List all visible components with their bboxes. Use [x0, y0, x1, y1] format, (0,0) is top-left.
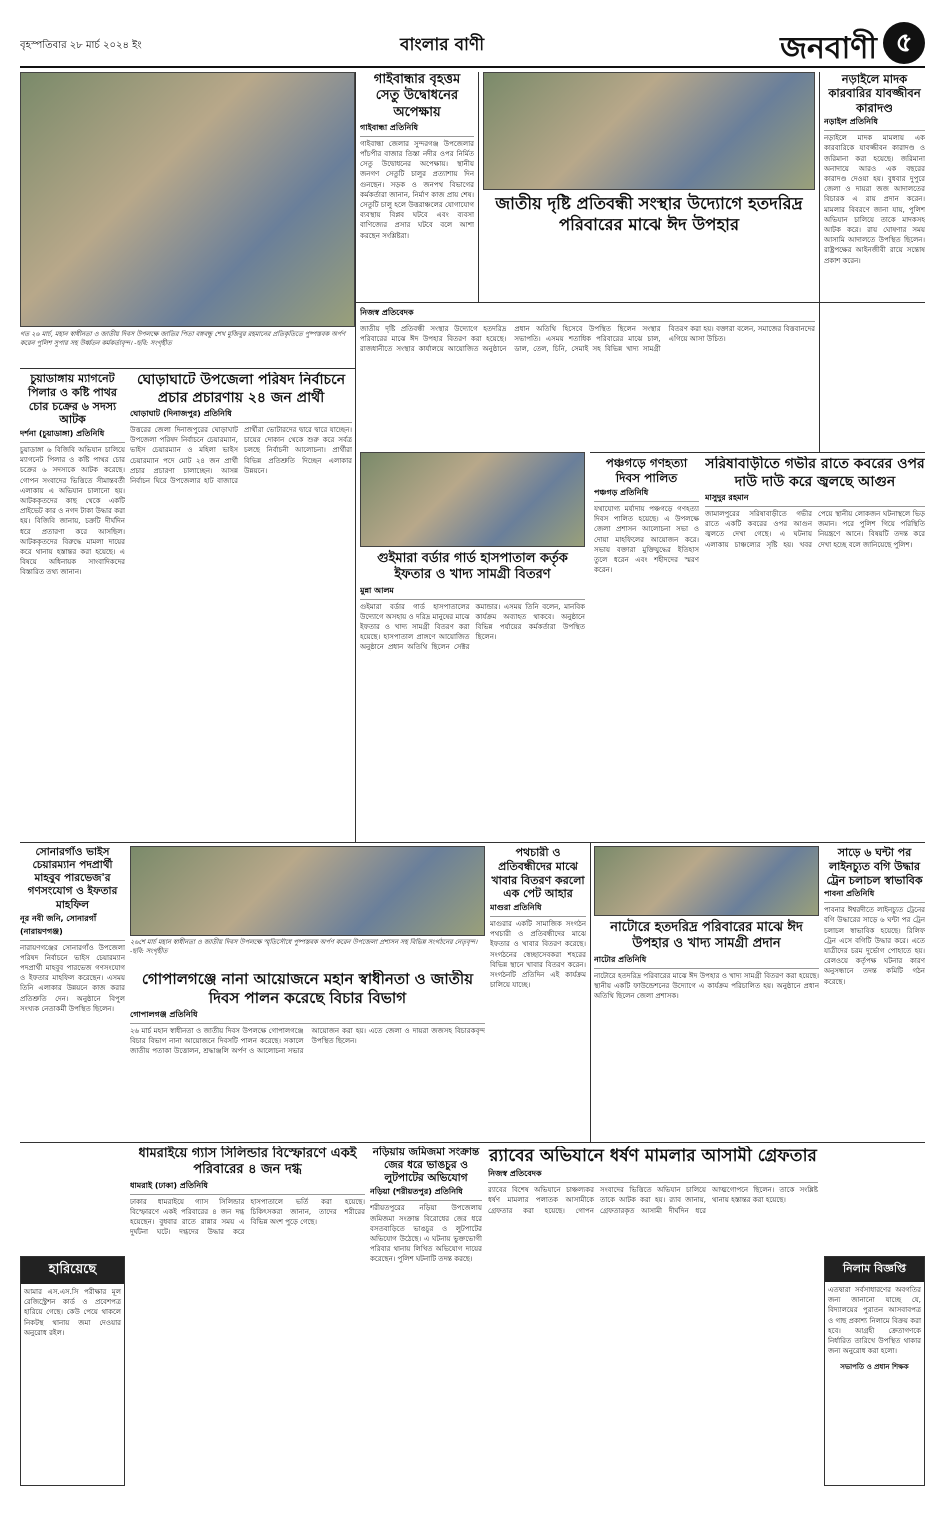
a17-headline: নড়িয়ায় জমিজমা সংক্রান্ত জের ধরে ভাঙচুর ও লুটপাটের অভিযোগ — [372, 1146, 480, 1185]
a19-headline: হারিয়েছে — [21, 1257, 124, 1284]
a20-headline: নিলাম বিজ্ঞপ্তি — [825, 1257, 924, 1282]
header-section: বাংলার বাণী — [400, 35, 485, 55]
header-date: বৃহস্পতিবার ২৮ মার্চ ২০২৪ ইং — [20, 40, 142, 51]
article-a12 — [594, 846, 819, 1140]
a3-photo — [483, 72, 815, 190]
brand-logo: জনবাণী — [780, 31, 877, 66]
a12-body: নাটোরে হতদরিদ্র পরিবারের মাঝে ঈদ উপহার ও খাদ্য সামগ্রী বিতরণ করা হয়েছে। স্থানীয় একটি ফাউন্ডেশনের উদ্যোগে এ কার্যক্রম পরিচালিত হয়। অনুষ্ঠানে প্রধান অতিথি ছিলেন জেলা প্রশাসক। — [594, 971, 819, 1000]
article-a13 — [130, 846, 485, 966]
a8-body: যথাযোগ্য মর্যাদায় পঞ্চগড়ে গণহত্যা দিবস পালিত হয়েছে। এ উপলক্ষে জেলা প্রশাসন আলোচনা সভা ও দোয়া মাহফিলের আয়োজন করে। সভায় বক্তারা মুক্তিযুদ্ধের ইতিহাস তুলে ধরেন এবং শহীদদের স্মরণ করেন। — [594, 505, 699, 575]
a3-body: জাতীয় দৃষ্টি প্রতিবন্ধী সংস্থার উদ্যোগে হতদরিদ্র পরিবারের মাঝে ঈদ উপহার বিতরণ করা হয়েছে। রাজধানীতে সংস্থার কার্যালয়ে আয়োজিত অনুষ্ঠানে প্রধান অতিথি হিসেবে উপস্থিত ছিলেন সংস্থার সভাপতি। এসময় শতাধিক পরিবারের মাঝে চাল, ডাল, তেল, চিনি, সেমাই সহ বিভিন্ন খাদ্য সামগ্রী বিতরণ করা হয়। বক্তারা বলেন, সমাজের বিত্তবানদের এগিয়ে আসা উচিত। — [360, 325, 815, 354]
article-a17 — [370, 1146, 482, 1506]
a13-caption: ২৬শে মার্চ মহান স্বাধীনতা ও জাতীয় দিবস উপলক্ষে স্মৃতিসৌধে পুষ্পস্তবক অর্পণ করেন উপজেলা প্রশাসন সহ বিভিন্ন সংগঠনের নেতৃবৃন্দ। -ছবি: সংগৃহীত — [130, 938, 478, 955]
a15-headline: গোপালগঞ্জে নানা আয়োজনে মহান স্বাধীনতা ও জাতীয় দিবস পালন করেছে বিচার বিভাগ — [141, 970, 474, 1007]
a5-byline: দর্শনা (চুয়াডাঙ্গা) প্রতিনিধি — [20, 427, 125, 443]
article-a1 — [20, 72, 355, 366]
a2-byline: গাইবান্ধা প্রতিনিধি — [360, 121, 474, 137]
a11-byline: মাগুরা প্রতিনিধি — [490, 901, 586, 917]
a10-body: পাবনার ঈশ্বরদীতে লাইনচ্যুত ট্রেনের বগি উদ্ধারের সাড়ে ৬ ঘন্টা পর ট্রেন চলাচল স্বাভাবিক হয়েছে। রিলিফ ট্রেন এসে বগিটি উদ্ধার করে। এতে যাত্রীদের চরম দুর্ভোগ পোহাতে হয়। রেলওয়ে কর্তৃপক্ষ ঘটনার কারণ অনুসন্ধানে তদন্ত কমিটি গঠন করেছে। — [824, 906, 925, 986]
a12-photo — [594, 846, 819, 916]
a15-body: ২৬ মার্চ মহান স্বাধীনতা ও জাতীয় দিবস উপলক্ষে গোপালগঞ্জে বিচার বিভাগ নানা আয়োজনে দিবসটি পালন করেছে। সকালে জাতীয় পতাকা উত্তোলন, শ্রদ্ধাঞ্জলি অর্পণ ও আলোচনা সভার আয়োজন করা হয়। এতে জেলা ও দায়রা জজসহ বিচারকবৃন্দ উপস্থিত ছিলেন। — [130, 1026, 485, 1055]
a13-photo — [130, 846, 485, 936]
article-a3-body — [360, 306, 815, 448]
a4-body: নড়াইলে মাদক মামলায় এক কারবারিকে যাবজ্জীবন কারাদণ্ড ও জরিমানা করা হয়েছে। জরিমানা অনাদায়ে আরও এক বছরের কারাদণ্ড দেওয়া হয়। বুধবার দুপুরে জেলা ও দায়রা জজ আদালতের বিচারক এ রায় প্রদান করেন। মামলার বিবরণে জানা যায়, পুলিশ অভিযান চালিয়ে তাকে মাদকসহ আটক করে। রায় ঘোষণার সময় আসামি আদালতে উপস্থিত ছিলেন। রাষ্ট্রপক্ষের আইনজীবী রায়ে সন্তোষ প্রকাশ করেন। — [824, 134, 925, 265]
a17-byline: নড়িয়া (শরীয়তপুর) প্রতিনিধি — [370, 1185, 482, 1201]
a20-signature: সভাপতি ও প্রধান শিক্ষক — [840, 1363, 909, 1372]
a18-body: র‍্যাবের বিশেষ অভিযানে চাঞ্চল্যকর ধর্ষণ মামলার পলাতক আসামীকে গ্রেফতার করা হয়েছে। গোপন সংবাদের ভিত্তিতে অভিযান চালিয়ে তাকে আটক করা হয়। র‍্যাব জানায়, গ্রেফতারকৃত আসামী দীর্ঘদিন ধরে আত্মগোপনে ছিলেন। তাকে সংশ্লিষ্ট থানায় হস্তান্তর করা হয়েছে। — [488, 1186, 818, 1215]
page-header — [20, 22, 925, 68]
a11-headline: পথচারী ও প্রতিবন্ধীদের মাঝে খাবার বিতরণ করলো এক পেট আহার — [491, 846, 585, 901]
a3-byline: নিজস্ব প্রতিবেদক — [360, 306, 815, 322]
article-a18 — [488, 1146, 818, 1506]
article-a20 — [824, 1256, 925, 1486]
article-a4 — [824, 72, 925, 450]
a1-photo — [20, 72, 355, 327]
a16-headline: ধামরাইয়ে গ্যাস সিলিন্ডার বিস্ফোরণে একই পরিবারের ৪ জন দগ্ধ — [138, 1146, 357, 1178]
a14-body: নারায়ণগঞ্জের সোনারগাঁও উপজেলা পরিষদ নির্বাচনে ভাইস চেয়ারম্যান পদপ্রার্থী মাহবুব পারভেজ গণসংযোগ ও ইফতার মাহফিল করেছেন। এসময় তিনি এলাকার উন্নয়নে কাজ করার প্রতিশ্রুতি দেন। অনুষ্ঠানে বিপুল সংখ্যক নেতাকর্মী উপস্থিত ছিলেন। — [20, 943, 125, 1013]
a5-body: চুয়াডাঙ্গা ৬ বিজিবি অভিযান চালিয়ে ম্যাগনেট পিলার ও কষ্টি পাথর চোর চক্রের ৬ সদস্যকে আটক করেছে। গোপন সংবাদের ভিত্তিতে সীমান্তবর্তী এলাকায় এ অভিযান চালানো হয়। আটককৃতদের কাছ থেকে একটি প্রাইভেট কার ও নগদ টাকা উদ্ধার করা হয়। বিজিবি জানায়, চক্রটি দীর্ঘদিন ধরে প্রতারণা করে আসছিল। আটককৃতদের বিরুদ্ধে মামলা দায়ের করে থানায় হস্তান্তর করা হয়েছে। এ বিষয়ে অধিনায়ক সাংবাদিকদের বিস্তারিত তথ্য জানান। — [20, 446, 125, 577]
a18-headline: র‍্যাবের অভিযানে ধর্ষণ মামলার আসামী গ্রেফতার — [489, 1146, 817, 1166]
article-a2 — [360, 72, 474, 300]
a4-headline: নড়াইলে মাদক কারবারির যাবজ্জীবন কারাদণ্ড — [828, 72, 921, 115]
a4-byline: নড়াইল প্রতিনিধি — [824, 115, 925, 131]
a3-headline: জাতীয় দৃষ্টি প্রতিবন্ধী সংস্থার উদ্যোগে হতদরিদ্র পরিবারের মাঝে ঈদ উপহার — [495, 194, 803, 234]
a16-body: ঢাকার ধামরাইয়ে গ্যাস সিলিন্ডার বিস্ফোরণে একই পরিবারের ৪ জন দগ্ধ হয়েছেন। বুধবার রাতে রান্নার সময় এ দুর্ঘটনা ঘটে। দগ্ধদের উদ্ধার করে হাসপাতালে ভর্তি করা হয়েছে। চিকিৎসকরা জানান, তাদের শরীরের বিভিন্ন অংশ পুড়ে গেছে। — [130, 1197, 365, 1237]
article-a7 — [360, 452, 585, 840]
a7-byline: মুন্না আলম — [360, 584, 585, 600]
a2-headline: গাইবান্ধার বৃহত্তম সেতু উদ্বোধনের অপেক্ষায় — [373, 72, 461, 120]
article-a16 — [130, 1146, 365, 1506]
a6-body: উত্তরের জেলা দিনাজপুরের ঘোড়াঘাট উপজেলা পরিষদ নির্বাচনে চেয়ারম্যান, ভাইস চেয়ারম্যান ও মহিলা ভাইস চেয়ারম্যান পদে মোট ২৪ জন প্রার্থী প্রচার প্রচারণা চালাচ্ছেন। আসন্ন নির্বাচন ঘিরে উপজেলার হাট বাজারে প্রার্থীরা ভোটারদের দ্বারে দ্বারে যাচ্ছেন। চায়ের দোকান থেকে শুরু করে সর্বত্র চলছে নির্বাচনী আলোচনা। প্রার্থীরা বিভিন্ন প্রতিশ্রুতি দিচ্ছেন এলাকার উন্নয়নে। — [130, 426, 352, 486]
a12-byline: নাটোর প্রতিনিধি — [594, 953, 819, 969]
a14-byline: নূর নবী জনি, সোনারগাঁ (নারায়ণগঞ্জ) — [20, 912, 125, 941]
a6-headline: ঘোড়াঘাটে উপজেলা পরিষদ নির্বাচনে প্রচার প্রচারণায় ২৪ জন প্রার্থী — [136, 372, 346, 406]
article-a3 — [483, 72, 815, 300]
a8-byline: পঞ্চগড় প্রতিনিধি — [594, 486, 699, 502]
a5-headline: চুয়াডাঙ্গায় ম্যাগনেট পিলার ও কষ্টি পাথর চোর চক্রের ৬ সদস্য আটক — [28, 372, 117, 427]
article-a6 — [130, 372, 352, 840]
article-a14 — [20, 846, 125, 1252]
a15-byline: গোপালগঞ্জ প্রতিনিধি — [130, 1008, 485, 1024]
a7-body: গুইমারা বর্ডার গার্ড হাসপাতালের উদ্যোগে অসহায় ও দরিদ্র মানুষের মাঝে ইফতার ও খাদ্য সামগ্রী বিতরণ করা হয়েছে। হাসপাতাল প্রাঙ্গণে আয়োজিত অনুষ্ঠানে প্রধান অতিথি ছিলেন সেক্টর কমান্ডার। এসময় তিনি বলেন, মানবিক কার্যক্রম অব্যাহত থাকবে। অনুষ্ঠানে বিভিন্ন পর্যায়ের কর্মকর্তারা উপস্থিত ছিলেন। — [360, 602, 585, 652]
a18-byline: নিজস্ব প্রতিবেদক — [488, 1167, 818, 1183]
article-a10 — [824, 846, 925, 1236]
a16-byline: ধামরাই (ঢাকা) প্রতিনিধি — [130, 1179, 365, 1195]
a11-body: মাগুরার একটি সামাজিক সংগঠন পথচারী ও প্রতিবন্ধীদের মাঝে ইফতার ও খাবার বিতরণ করেছে। সংগঠনের স্বেচ্ছাসেবকরা শহরের বিভিন্ন স্থানে খাবার বিতরণ করেন। সংগঠনটি প্রতিদিন এই কার্যক্রম চালিয়ে যাচ্ছে। — [490, 920, 586, 990]
a6-byline: ঘোড়াঘাট (দিনাজপুর) প্রতিনিধি — [130, 407, 352, 423]
a2-body: গাইবান্ধা জেলার সুন্দরগঞ্জ উপজেলার পাঁচপীর বাজার তিস্তা নদীর ওপর নির্মিত সেতু উদ্বোধনের অপেক্ষায়। স্থানীয় জনগণ সেতুটি চালুর প্রত্যাশায় দিন গুনছেন। সড়ক ও জনপথ বিভাগের কর্মকর্তারা জানান, নির্মাণ কাজ প্রায় শেষ। সেতুটি চালু হলে উত্তরাঞ্চলের যোগাযোগ ব্যবস্থায় বিপ্লব ঘটবে এবং ব্যবসা বাণিজ্যের প্রসার ঘটবে বলে আশা করছেন সংশ্লিষ্টরা। — [360, 139, 474, 240]
a12-headline: নাটোরে হতদরিদ্র পরিবারের মাঝে ঈদ উপহার ও খাদ্য সামগ্রী প্রদান — [610, 920, 803, 952]
article-a9 — [705, 456, 925, 840]
a20-body: এতদ্বারা সর্বসাধারণের অবগতির জন্য জানানো যাচ্ছে যে, বিদ্যালয়ের পুরাতন আসবাবপত্র ও গাছ প্রকাশ্য নিলামে বিক্রয় করা হবে। আগ্রহী ক্রেতাগণকে নির্ধারিত তারিখে উপস্থিত থাকার জন্য অনুরোধ করা হলো। — [828, 1286, 921, 1356]
a10-byline: পাবনা প্রতিনিধি — [824, 887, 925, 903]
article-a8 — [594, 456, 699, 840]
page-number: ৫ — [883, 22, 925, 64]
a9-byline: মাসুদুর রহমান — [705, 491, 925, 507]
article-a11 — [490, 846, 586, 1140]
a17-body: শরীয়তপুরের নড়িয়া উপজেলায় জমিজমা সংক্রান্ত বিরোধের জের ধরে বসতবাড়িতে ভাঙচুর ও লুটপাটের অভিযোগ উঠেছে। এ ঘটনায় ভুক্তভোগী পরিবার থানায় লিখিত অভিযোগ দায়ের করেছেন। পুলিশ ঘটনাটি তদন্ত করছে। — [370, 1204, 482, 1264]
article-a5 — [20, 372, 125, 840]
a1-caption: গত ২৬ মার্চ, মহান স্বাধীনতা ও জাতীয় দিবস উপলক্ষে জাতির পিতা বঙ্গবন্ধু শেখ মুজিবুর রহমানের প্রতিকৃতিতে পুষ্পস্তবক অর্পণ করেন পুলিশ সুপার সহ উর্ধ্বতন কর্মকর্তাবৃন্দ। -ছবি: সংগৃহীত — [20, 330, 346, 347]
a9-body: জামালপুরের সরিষাবাড়ীতে গভীর রাতে একটি কবরের ওপর আগুন জ্বলতে দেখা গেছে। এ ঘটনায় এলাকায় চাঞ্চল্যের সৃষ্টি হয়। খবর পেয়ে স্থানীয় লোকজন ঘটনাস্থলে ভিড় জমান। পরে পুলিশ গিয়ে পরিস্থিতি নিয়ন্ত্রণে আনে। বিষয়টি তদন্ত করে দেখা হচ্ছে বলে জানিয়েছে পুলিশ। — [705, 510, 925, 549]
a14-headline: সোনারগাঁও ভাইস চেয়ারম্যান পদপ্রার্থী মাহবুব পারভেজ'র গণসংযোগ ও ইফতার মাহফিল — [27, 846, 118, 911]
a19-body: আমার এস.এস.সি পরীক্ষার মূল রেজিস্ট্রেশন কার্ড ও প্রবেশপত্র হারিয়ে গেছে। কেউ পেয়ে থাকলে নিকটস্থ থানায় জমা দেওয়ার অনুরোধ রইল। — [24, 1288, 121, 1337]
a9-headline: সরিষাবাড়ীতে গভীর রাতে কবরের ওপর দাউ দাউ করে জ্বলছে আগুন — [705, 456, 925, 490]
article-a19 — [20, 1256, 125, 1486]
a8-headline: পঞ্চগড়ে গণহত্যা দিবস পালিত — [605, 456, 688, 485]
a7-photo — [360, 452, 585, 547]
article-a15 — [130, 970, 485, 1140]
a10-headline: সাড়ে ৬ ঘন্টা পর লাইনচ্যুত বগি উদ্ধার ট্রেন চলাচল স্বাভাবিক — [826, 846, 923, 887]
a7-headline: গুইমারা বর্ডার গার্ড হাসপাতাল কর্তৃক ইফতার ও খাদ্য সামগ্রী বিতরণ — [377, 551, 568, 583]
